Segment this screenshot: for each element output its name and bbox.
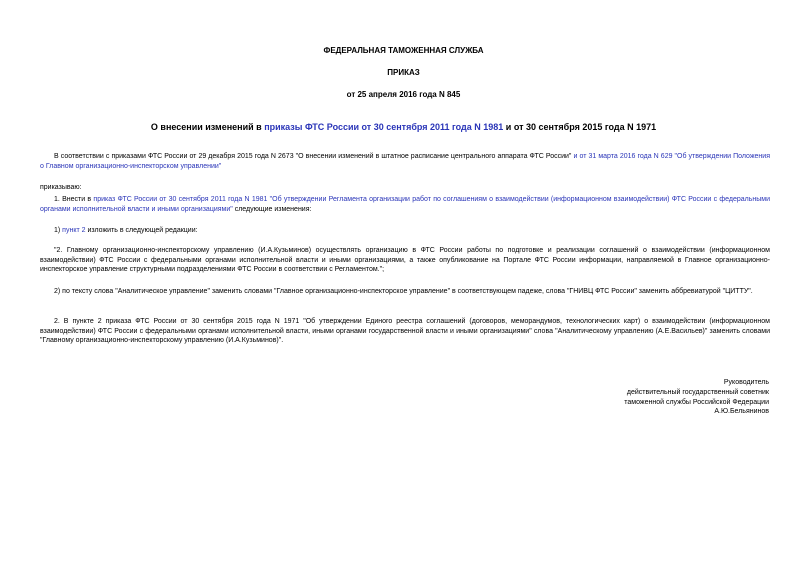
document-title (0, 122, 807, 132)
subitem-1-link[interactable]: пункт 2 (62, 227, 86, 234)
paragraph-preamble (40, 152, 770, 171)
item-1-prefix: 1. Внести в (54, 196, 94, 203)
agency-heading: ФЕДЕРАЛЬНАЯ ТАМОЖЕННАЯ СЛУЖБА (323, 46, 484, 55)
signature-line-2: действительный государственный советник (626, 388, 769, 396)
doc-date-number: от 25 апреля 2016 года N 845 (346, 90, 461, 99)
signature-line-1: Руководитель (723, 379, 769, 386)
title-prefix: О внесении изменений в (150, 122, 265, 132)
signature-line-4: А.Ю.Бельянинов (714, 408, 769, 416)
subitem-1-prefix: 1) (54, 227, 63, 234)
paragraph-item-1 (40, 195, 770, 214)
paragraph-item-2: 2. В пункте 2 приказа ФТС России от 30 сентября 2015 года N 1971 "Об утверждении Единого реестра соглашений (договоров, меморандумов, технологических карт) о взаимодействии (информационном взаимодействии) ФТС России с федеральными органами исполнительной власти, иными органами государственной власти и иными организациями" слова "Аналитическому управлению (А.Е.Васильев)" заменить словами "Главному организационно-инспекторскому управлению (И.А.Кузьминов)". (40, 318, 770, 345)
paragraph-subitem-2: 2) по тексту слова "Аналитическое управление" заменить словами "Главное организационно-инспекторское управление" в соответствующем падеже, слова "ГНИВЦ ФТС России" заменить аббревиатурой "ЦИТТУ". (54, 288, 753, 295)
preamble-text: В соответствии с приказами ФТС России от 29 декабря 2015 года N 2673 "О внесении изменений в штатное расписание центрального аппарата ФТС России" (54, 153, 574, 160)
item-1-link[interactable]: приказ ФТС России от 30 сентября 2011 года N 1981 "Об утверждении Регламента организации работ по соглашениям о взаимодействии (информационном взаимодействии) ФТС России с федеральными органами исполнительной власти и иными организациями" (40, 196, 770, 213)
paragraph-subitem-1 (40, 226, 770, 236)
preamble-link[interactable]: и от 31 марта 2016 года N 629 "Об утверждении Положения о Главном организационно-инспекторском управлении" (40, 153, 770, 170)
doc-type-heading: ПРИКАЗ (387, 68, 420, 77)
signature-block (560, 378, 769, 417)
title-link[interactable]: приказы ФТС России от 30 сентября 2011 года N 1981 (264, 122, 504, 132)
paragraph-order: приказываю: (40, 184, 82, 191)
paragraph-point-2-text: "2. Главному организационно-инспекторскому управлению (И.А.Кузьминов) осуществлять организацию в ФТС России работы по подготовке и реализации соглашений о взаимодействии (информационном взаимодействии) ФТС России с федеральными органами исполнительной власти и иными организациями, а также опубликование на Портале ФТС России информации, направляемой в Главное организационно-инспекторское управление структурными подразделениями ФТС России в соответствии с Регламентом."; (40, 247, 770, 274)
signature-line-3: таможенной службы Российской Федерации (624, 398, 769, 406)
title-suffix: и от 30 сентября 2015 года N 1971 (503, 122, 657, 132)
subitem-1-suffix: изложить в следующей редакции: (85, 227, 198, 234)
item-1-suffix: следующие изменения: (232, 205, 312, 213)
